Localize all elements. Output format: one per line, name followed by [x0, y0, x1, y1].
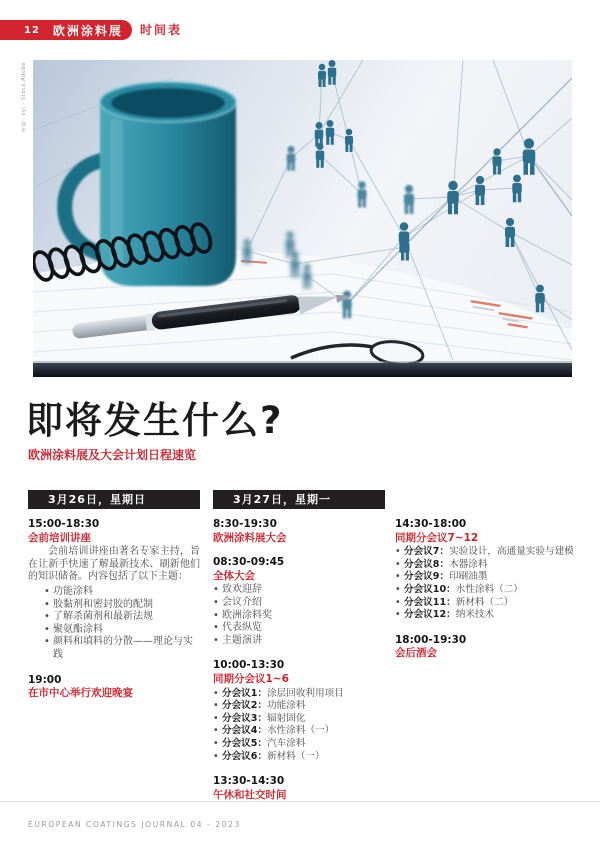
- session-item: • 分会议3：辐射固化: [213, 713, 385, 726]
- session-item: • 分会议6：新材料（一）: [213, 751, 385, 764]
- event-time: 08:30-09:45: [213, 556, 285, 569]
- list-item: • 胶黏剂和密封胶的配制: [44, 599, 200, 612]
- event-description: 会前培训讲座由著名专家主持，旨在让新手快速了解最新技术、刷新他们的知识储备。内容包括了以下主题：: [28, 546, 200, 583]
- footer-journal-line: EUROPEAN COATINGS JOURNAL 04 - 2023: [28, 820, 241, 829]
- session-item: • 分会议12：纳米技术: [395, 609, 575, 622]
- page-title: 即将发生什么?: [26, 399, 284, 442]
- column-spacer: [395, 490, 575, 518]
- session-item: • 分会议1：涂层回收利用项目: [213, 688, 385, 701]
- event-time: 15:00-18:30: [28, 518, 100, 530]
- session-item: • 分会议9：印刷油墨: [395, 571, 575, 584]
- event-title: 在市中心举行欢迎晚宴: [28, 687, 133, 700]
- list-item: • 功能涂料: [44, 586, 200, 599]
- session-item: • 分会议8：木器涂料: [395, 559, 575, 572]
- list-item: • 致欢迎辞: [213, 584, 385, 597]
- event-title: 同期分会议7~12: [395, 531, 479, 544]
- event-title: 午休和社交时间: [213, 788, 287, 801]
- event-time: 18:00-19:30: [395, 633, 467, 646]
- list-item: • 聚氨酯涂料: [44, 624, 200, 637]
- list-item: • 主题演讲: [213, 635, 385, 648]
- event-time: 10:00-13:30: [213, 659, 285, 672]
- topic-list: [28, 586, 200, 662]
- event-time: 14:30-18:00: [395, 518, 467, 530]
- schedule-column-monday-1: [213, 490, 385, 801]
- table-edge-shadow: [33, 363, 572, 377]
- session-item: • 分会议5：汽车涂料: [213, 738, 385, 751]
- event-title: 会后酒会: [395, 647, 437, 660]
- page-subtitle: 欧洲涂料展及大会计划日程速览: [28, 448, 197, 462]
- event-time: 19:00: [28, 673, 62, 686]
- page-number: 12: [24, 24, 40, 36]
- subsection-label: 时间表: [140, 23, 183, 37]
- day-header-monday: 3月27日，星期一: [213, 490, 385, 509]
- topic-list: [213, 584, 385, 647]
- session-item: • 分会议4：水性涂料（一）: [213, 725, 385, 738]
- session-item: • 分会议11：新材料（二）: [395, 597, 575, 610]
- list-item: • 会议介绍: [213, 597, 385, 610]
- hero-illustration: [33, 60, 572, 377]
- photo-credit: 来源：syl - Stock.Adobe: [21, 62, 27, 133]
- event-time: 8:30-19:30: [213, 518, 277, 530]
- event-title: 全体大会: [213, 569, 255, 582]
- session-item: • 分会议7：实验设计，高通量实验与建模: [395, 546, 575, 559]
- event-title: 欧洲涂料展大会: [213, 531, 287, 544]
- footer-divider: [0, 801, 600, 802]
- list-item: • 代表纵览: [213, 622, 385, 635]
- session-item: • 分会议2：功能涂料: [213, 700, 385, 713]
- session-list: [213, 688, 385, 764]
- event-time: 13:30-14:30: [213, 775, 285, 788]
- session-item: • 分会议10：水性涂料（二）: [395, 584, 575, 597]
- hero-image: [33, 60, 572, 377]
- table-edge-highlight: [33, 361, 572, 363]
- list-item: • 欧洲涂料奖: [213, 610, 385, 623]
- day-header-sunday: 3月26日，星期日: [28, 490, 200, 509]
- session-list: [395, 546, 575, 622]
- event-title: 同期分会议1~6: [213, 672, 289, 685]
- list-item: • 颜料和填料的分散——理论与实践: [44, 636, 200, 661]
- section-label: 欧洲涂料展: [52, 23, 123, 38]
- list-item: • 了解杀菌剂和最新法规: [44, 611, 200, 624]
- schedule-column-sunday: [28, 490, 200, 700]
- header-badge: [0, 20, 132, 40]
- schedule-column-monday-2: [395, 490, 575, 660]
- event-title: 会前培训讲座: [28, 531, 91, 544]
